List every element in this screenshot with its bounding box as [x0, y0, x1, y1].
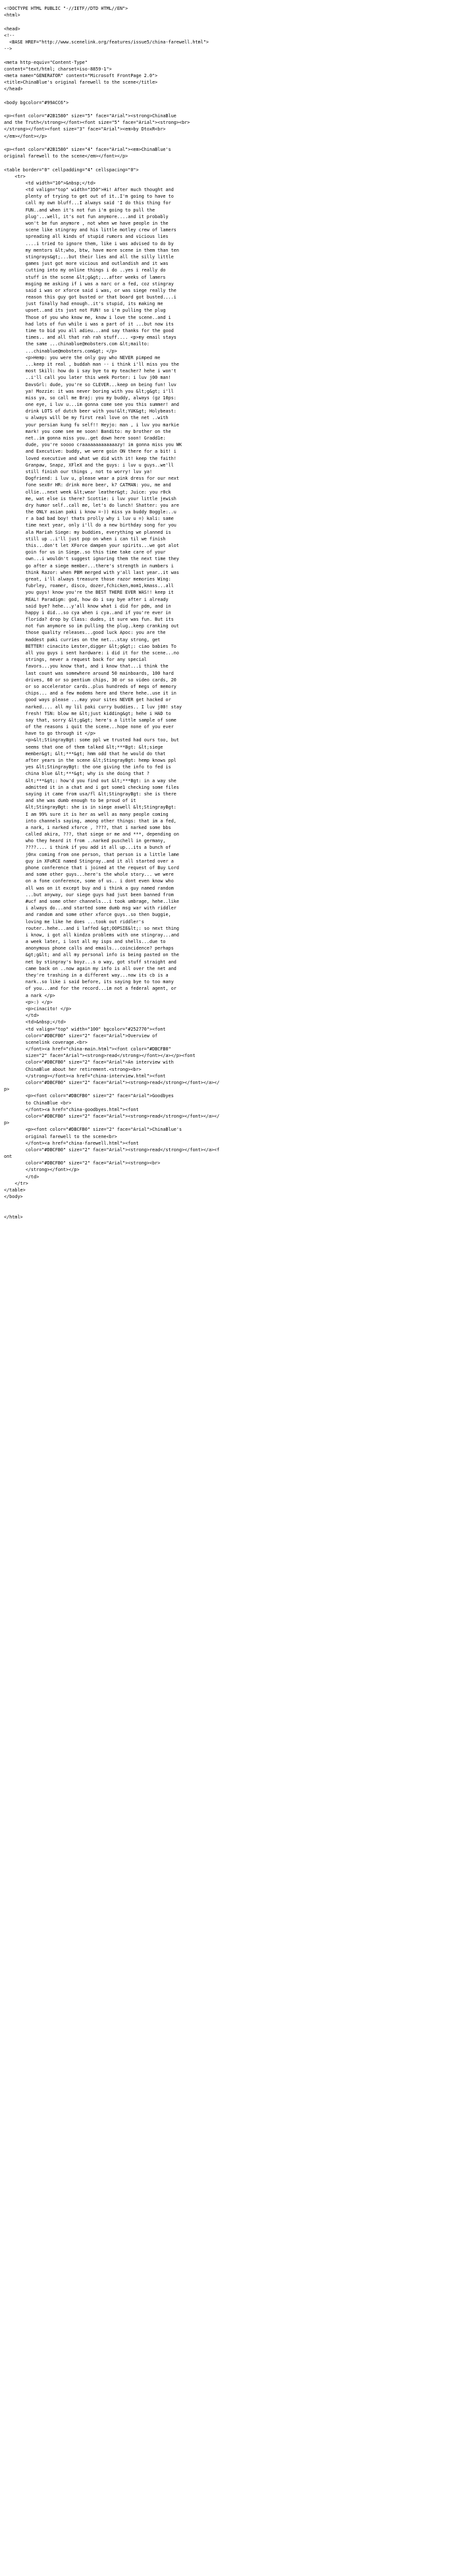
source-letter-block: <td valign="top" width="350">Hi! After much thought and plenty of trying to get out of it..I'm going to have to call my own bluff...I always said 'I do this thing for FUN..and when it's not fun i'm going to pull the plug'...well, it's not fun anymore....and it probably won't be fun anymore , not when we have people in the scene like stingray and his little motley crew of lamers spreading all kinds of stupid rumors and vicious lies ....i tried to ignore them, like i was advised to do by my mentors &lt;who, btw, have more scene in them than ten stingrays&gt;...but their lies and all the silly little games just got more vicious and outlandish and it was cutting into my online things i do ..yes i really do stuff in the scene &lt;g&gt;...after weeks of lamers msging me asking if i was a narc or a fed, coz stingray said i was or xforce said i was, or was siege really the reason this guy got busted or that board got busted....i just finally had enough..it's stupid, its making me upset..and its just not FUN! so i'm pulling the plug Those of you who know me, know i love the scene..and i had lots of fun while i was a part of it ...but now its time to bid you all adieu...and say thanks for the good times.. and all that rah rah stuff.... <p>my email stays the same ...chinablue@mobsters.com &lt;mailto: ...chinablue@mobsters.com&gt; </p> <p>Hemp: you were the only guy who NEVER pimped me ...keep it real , buddah man -- i think i'll miss you the most Skill: how do i say bye to my teacher? hehe i won't ..i'll call you later this week Porter: i luv j00 man! DavsGrl: dude, you're so CLEVER...keep on being fun! luv ya! Mozzie: it was never boring with you &lt;g&gt; i'll miss ya, so call me Braj: you my buddy, always (gz 10ps: one eye, i luv u...im gonna come see you this summer! and drink LOTS of dutch beer with you!&lt;YUK&gt; Holybeast: u always will be my first real love on the net ..with your persian kung fu self!! Heyjo: man , i luv you markie mark! you come see me soon! Bandito: my brother on the net..im gonna miss you..get down here soon! Gradd1e: dude, you're soooo craaaaaaaaaaaaazy! im gonna miss you WK and Executive: buddy, we were goin ON there for a bit! i loved executive and what we did with it! keep the faith! Granpaw, Snapz, XFleX and the guys: i luv u guys..we'll still finish our things , not to worry! luv ya! Dogfriend: i luv u, please wear a pink dress for our next fone sex0r HR: drink more beer, k? CATMAN: you, me and ollie...next week &lt;wear leather&gt; Juice: you r0ck me, wat else is there? Scottie: i luv your little jewish dry humor self..call me, let's do lunch! Shatter: you are the ONLY asian paki i know =-)) miss ya buddy Boggle:..u r a bad bad boy! thats prolly why i luv u =) kali: same time next year, only i'll do a new birthday song for you ala Mariah Siege: my buddies, everything we planned is still up ..i'll just pop on when i can til we finish this...don't let XForce dampen your spirits...we got alot goin for us in Siege..so this time take care of your own...i wouldn't suggest ignoring them the next time they go after a siege member...there's strength in numbers i think Razor: when PBM merged with y'all last year..it was great, i'll always treasure those razor memories Wing: fubrley, roamer, disco, dozer,fchicken,mom1,kmass...all you guys! know you're the BEST THERE EVER WAS!! keep it REAL! Paradigm: god, how do i say bye after i already said bye? hehe...y'all know what i did for pdm, and in happy i did...so cya when i cya..and if you're ever in florida? drop by Class: dudes, it sure was fun. But its not fun anymore so im pulling the plug..keep cranking out those quality releases...good luck Apoc: you are the maddest paki curries on the net...stay strong, get BETTER! cinacito Lester,digger &lt;g&gt;: ciao babies To all you guys i sent hardware: i did it for the scene...no strings, never a request back for any special favors...you know that, and i know that...i think the last count was somewhere around 50 mainboards, 100 hard drives, 60 or so pentium chips, 30 or so video cards, 20 or so accelerator cards..plus hundreds of megs of memory chips... and a few modems here and there hehe..use it in good ways please ...may your sites NEVER get hacked or narked.... all my lil paki curry buddies.. I luv j00! stay fresh! TSN: blow me &lt;just kidding&gt; hehe i HAD to say that, sorry &lt;g&gt; here's a little sample of some of the reasons i quit the scene...hope none of you ever have to go through it </p> <p>&lt;StingrayBgt: some ppl we trusted had ours too, but seems that one of them talked &lt;***Bgt: &lt;siege member&gt; &lt;***&gt; hmm odd that he would do that after years in the scene &lt;StingrayBgt: hemp knows ppl yes &lt;StingrayBgt: the one giving the info to fed is china blue &lt;***&gt; why is she doing that ? &lt;***&gt;: how'd you find out &lt;***Bgt: in a way she admitted it in a chat and i got some1 checking some files saying it came from usa/fl &lt;StingrayBgt: she is there and she was dumb enough to be proud of it &lt;StingrayBgt: she is in siege aswell &lt;StingrayBgt: I am 99% sure it is her as well as many people coming into channels saying, among other things: that im a fed, a nark, i narked xforce , ????, that i narked some bbs called akira, ???, that siege or me and ***, depending on who they heard it from ..narked puschell in germany, ????.... i think if you add it all up...its a bunch of j0nx coming from one person, that person is a little lame guy in XFoRCE named Stingray..and it all started over a phone conference that i joined at the request of Buy Lord and some other guys...here's the whole story... we were on a fone conference, some of us.. i dont even know who all was on it except buy and i think a guy named random ...but anyway, our siege guys had just been banned from #ucf and some other channels...i took umbrage, hehe..like i always do...and started some dumb msg war with riddler and random and some other xforce guys..so then buggie, loving me like he does ...took out riddler's router..hehe...and i laffed &gt;OOPSIE&lt;: so next thing i know, i got all kindza problems with one stingray...and a week later, i lost all my isps and shells...due to anonymous phone calls and emails...coincidence? perhaps &gt;g&lt; and all my personal info is being pasted on the net by stingray's boyz...s o way, got stuff straight and came back on ..now again my info is all over the net and they're trashing in a different way...now its cb is a nark..so like i said before, its saying bye to too many of you...and for the record...im not a federal agent, or a nark </p> <p>:) </p> <p>cinacito! </p> </td> — [25, 187, 182, 1019]
source-footer-block: </tr> </table> </body> </html> — [4, 1180, 28, 1220]
source-sidebar-block: <td>&nbsp;</td> <td valign="top" width="100" bgcolor="#252770"><font color="#DBCFB0" size="2" face="Arial">Overview of scenelink coverage.<br> </font><a href="china-main.html"><font color="#DBCFB0" size="2" face="Arial"><strong>read</strong></font></a></p><font color="#DBCFB0" size="2" face="Arial">An interview with ChinaBlue about her retirement.<strong><br> </strong></font><a href="china-interview.html"><font color="#DBCFB0" size="2" face="Arial"><strong>read</strong></font></a></ p> <p><font color="#DBCFB0" size="2" face="Arial">Goodbyes to ChinaBlue <br> </font><a href="china-goodbyes.html"><font color="#DBCFB0" size="2" face="Arial"><strong>read</strong></font></a></ p> <p><font color="#DBCFB0" size="2" face="Arial">ChinaBlue's original farewell to the scene<br> </font><a href="china-farewell.html"><font color="#DBCFB0" size="2" face="Arial"><strong>read</strong></font></a><f ont color="#DBCFB0" size="2" face="Arial"><strong><br> </strong></font></p> </td> — [4, 1019, 220, 1180]
source-header-block: <!DOCTYPE HTML PUBLIC "-//IETF//DTD HTML//EN"> <html> <head> <!-- <BASE HREF="http://www.scenelink.org/features/issue5/china-farewell.html"> --> <meta http-equiv="Content-Type" content="text/html; charset=iso-8859-1"> <meta name="GENERATOR" content="Microsoft FrontPage 2.0"> <title>ChinaBlue's original farewell to the scene</title> </head> <body bgcolor="#99ACC6"> <p><font color="#2B1580" size="5" face="Arial"><strong>ChinaBlue and the Truth</strong></font><font size="5" face="Arial"><strong><br> </strong></font><font size="3" face="Arial"><em>by DtoxR<br> </em></font></p> <p><font color="#2B1580" size="4" face="Arial"><em>ChinaBlue's original farewell to the scene</em></font></p> <table border="0" cellpadding="4" cellspacing="0"> <tr> <td width="10">&nbsp;</td> — [4, 6, 209, 186]
